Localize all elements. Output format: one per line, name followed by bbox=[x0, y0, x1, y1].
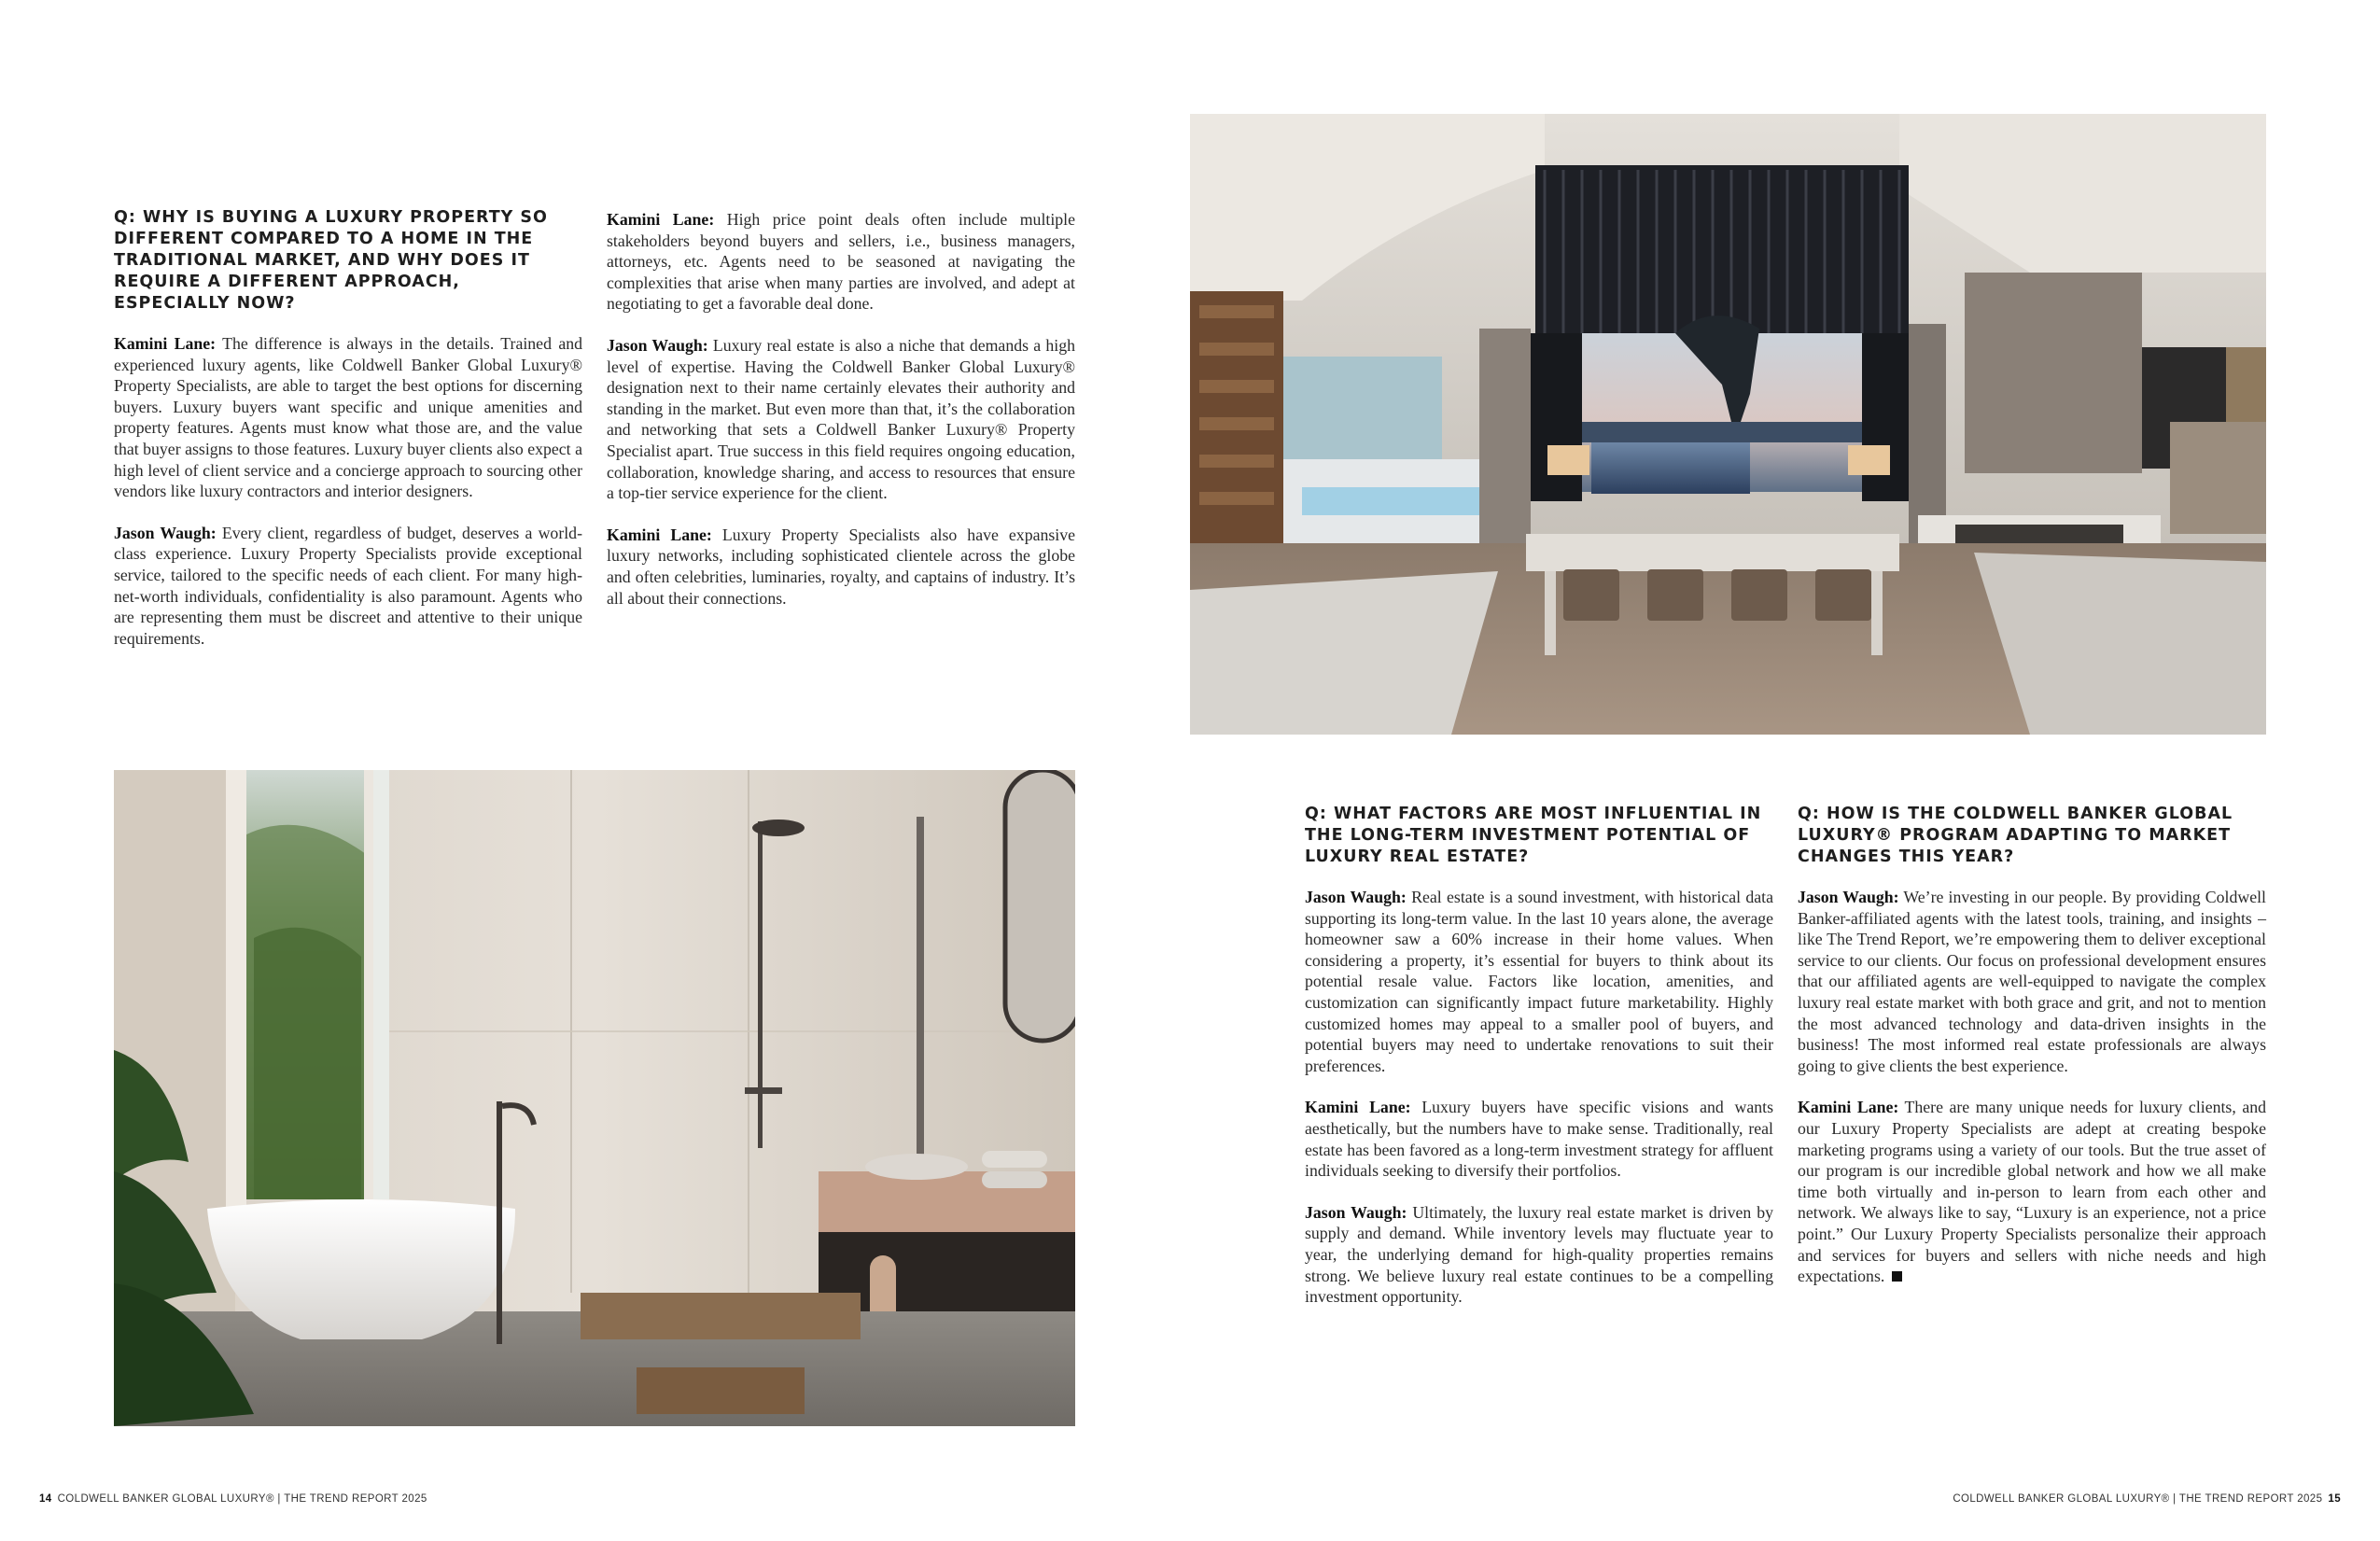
speaker-name: Kamini Lane: bbox=[1798, 1098, 1899, 1117]
end-of-article-mark bbox=[1892, 1271, 1902, 1282]
paragraph-text: High price point deals often include multiple stakeholders beyond buyers and sellers, i.e., business managers, attorneys, etc. Agents need to be seasoned at navigating the complexities that arise when many parties are involved, and adept at negotiating to get a favorable deal done. bbox=[607, 210, 1075, 314]
question-heading: Q: WHAT FACTORS ARE MOST INFLUENTIAL IN THE LONG-TERM INVESTMENT POTENTIAL OF LUXURY REAL ESTATE? bbox=[1305, 805, 1762, 866]
left-footer bbox=[34, 1493, 427, 1505]
footer-text: COLDWELL BANKER GLOBAL LUXURY® | THE TREND REPORT 2025 bbox=[57, 1493, 427, 1505]
right-col-2 bbox=[1798, 804, 2266, 1308]
page-number: 14 bbox=[39, 1493, 52, 1505]
paragraph-text: The difference is always in the details. Trained and experienced luxury agents, like Coldwell Banker Global Luxury® Property Specialists, are able to target the best options for discerning buyers. Luxury buyers want specific and unique amenities and property features. Agents must know what those are, and the value that buyer assigns to those features. Luxury buyer clients also expect a high level of client service and a concierge approach to sourcing other vendors like luxury contractors and interior designers. bbox=[114, 334, 582, 501]
speaker-name: Jason Waugh: bbox=[607, 335, 708, 355]
speaker-name: Jason Waugh: bbox=[1798, 888, 1899, 906]
paragraph bbox=[1798, 887, 2266, 1076]
paragraph bbox=[114, 333, 582, 502]
footer-text: COLDWELL BANKER GLOBAL LUXURY® | THE TREND REPORT 2025 bbox=[1953, 1493, 2323, 1505]
paragraph-text: Real estate is a sound investment, with historical data supporting its long-term value. In the last 10 years alone, the average homeowner saw a 60% increase in their home values. When considering a property, it’s essential for buyers to think about its potential resale value. Factors like location, amenities, and customization can significantly impact future marketability. Highly customized homes may appeal to a smaller pool of buyers, and potential buyers may need to undertake renovations to suit their preferences. bbox=[1305, 888, 1773, 1075]
paragraph-text: We’re investing in our people. By providing Coldwell Banker-affiliated agents with the latest tools, training, and insights – like The Trend Report, we’re empowering them to deliver exceptional service to our clients. Our focus on professional development ensures that our affiliated agents are well-equipped to navigate the complex luxury real estate market with both grace and grit, and not to mention the most advanced technology and data-driven insights in the business! The most informed real estate professionals are always going to give clients the best experience. bbox=[1798, 888, 2266, 1075]
paragraph bbox=[607, 525, 1075, 609]
left-col-2 bbox=[607, 209, 1075, 629]
paragraph bbox=[1305, 1097, 1773, 1181]
paragraph bbox=[114, 523, 582, 650]
right-footer bbox=[1953, 1493, 2346, 1505]
speaker-name: Kamini Lane: bbox=[607, 210, 715, 229]
paragraph bbox=[1305, 887, 1773, 1076]
left-col-1 bbox=[114, 207, 582, 669]
paragraph bbox=[1798, 1097, 2266, 1286]
paragraph-text: Luxury buyers have specific visions and wants aesthetically, but the numbers have to make sense. Traditionally, real estate has been favored as a long-term investment strategy for affluent individuals seeking to diversify their portfolios. bbox=[1305, 1098, 1774, 1181]
question-heading: Q: HOW IS THE COLDWELL BANKER GLOBAL LUXURY® PROGRAM ADAPTING TO MARKET CHANGES THIS YEAR? bbox=[1798, 805, 2233, 866]
speaker-name: Jason Waugh: bbox=[114, 523, 217, 542]
paragraph-text: Luxury Property Specialists also have expansive luxury networks, including sophisticated clientele across the globe and often celebrities, luminaries, royalty, and captains of industry. It’s all about their connections. bbox=[607, 525, 1076, 608]
speaker-name: Jason Waugh: bbox=[1305, 1202, 1407, 1222]
right-col-1 bbox=[1305, 804, 1773, 1328]
speaker-name: Kamini Lane: bbox=[607, 525, 712, 544]
bathroom-photo bbox=[114, 770, 1075, 1426]
speaker-name: Jason Waugh: bbox=[1305, 888, 1407, 906]
question-heading: Q: WHY IS BUYING A LUXURY PROPERTY SO DIFFERENT COMPARED TO A HOME IN THE TRADITIONAL MARKET, AND WHY DOES IT REQUIRE A DIFFERENT APPROACH, ESPECIALLY NOW? bbox=[114, 208, 548, 313]
paragraph bbox=[607, 209, 1075, 315]
paragraph-text: Luxury real estate is also a niche that demands a high level of expertise. Having the Coldwell Banker Global Luxury® designation next to their name certainly elevates their authority and standing in the market. But even more than that, it’s the collaboration and networking that sets a Coldwell Banker Luxury® Property Specialist apart. True success in this field requires ongoing education, collaboration, knowledge sharing, and access to resources that ensure a top-tier service experience for the client. bbox=[607, 335, 1075, 503]
speaker-name: Kamini Lane: bbox=[1305, 1098, 1411, 1117]
paragraph-text: There are many unique needs for luxury clients, and our Luxury Property Specialists are adept at creating bespoke marketing programs using a variety of our tools. But the true asset of our program is our incredible global network and how we all make time both virtually and in-person to learn from each other and network. We always like to say, “Luxury is an experience, not a price point.” Our Luxury Property Specialists personalize their approach and services for buyers and sellers with niche needs and high expectations. bbox=[1798, 1098, 2266, 1286]
interior-photo bbox=[1190, 114, 2266, 735]
paragraph bbox=[1305, 1202, 1773, 1308]
paragraph-text: Every client, regardless of budget, deserves a world-class experience. Luxury Property Specialists provide exceptional service, tailored to the specific needs of each client. For many high-net-worth individuals, confidentiality is also paramount. Agents who are representing them must be discreet and attentive to their unique requirements. bbox=[114, 523, 582, 648]
paragraph-text: Ultimately, the luxury real estate market is driven by supply and demand. While inventory levels may fluctuate year to year, the underlying demand for high-quality properties remains strong. We believe luxury real estate continues to be a compelling investment opportunity. bbox=[1305, 1202, 1773, 1307]
page-number: 15 bbox=[2328, 1493, 2341, 1505]
speaker-name: Kamini Lane: bbox=[114, 334, 217, 353]
paragraph bbox=[607, 335, 1075, 504]
